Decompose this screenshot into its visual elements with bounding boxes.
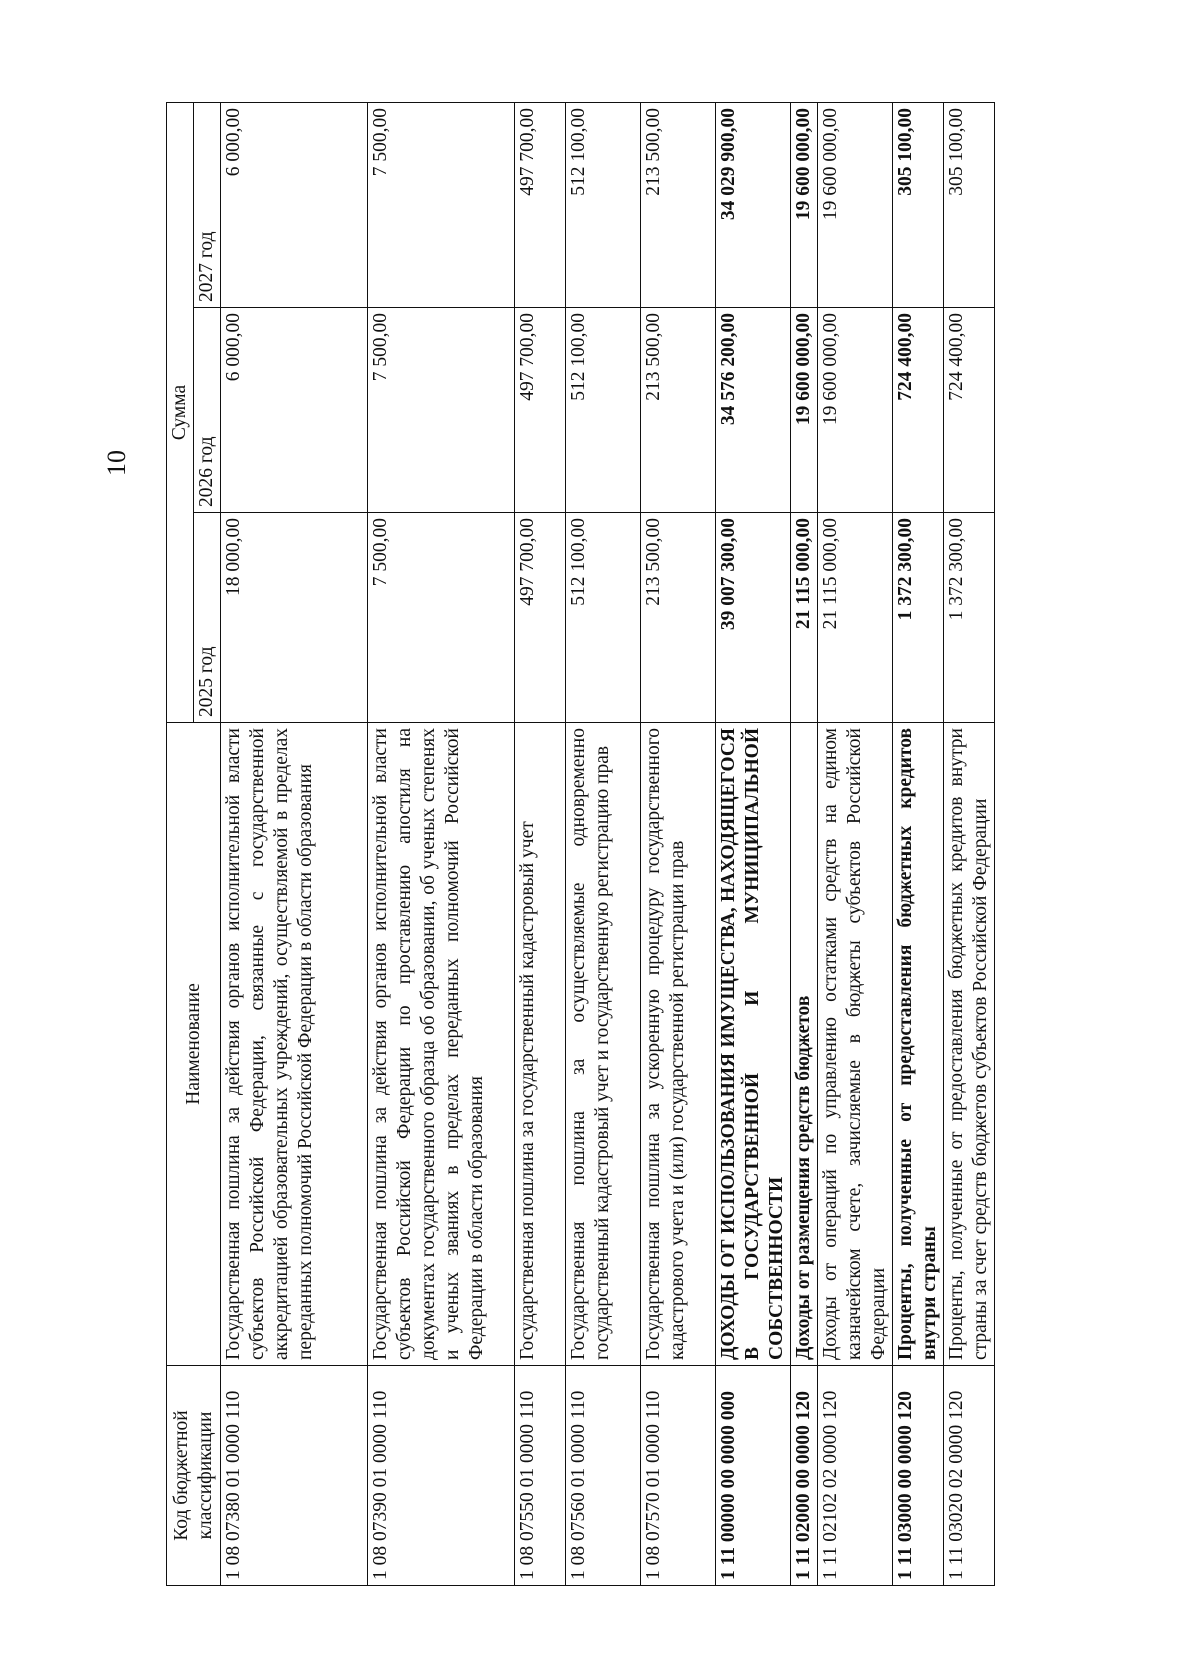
row-amount-2026: 497 700,00 [515, 308, 566, 513]
table-row [641, 102, 716, 1585]
row-code: 1 08 07380 01 0000 110 [221, 1366, 368, 1586]
row-amount-2025: 18 000,00 [221, 513, 368, 723]
row-amount-2026: 34 576 200,00 [716, 308, 791, 513]
row-code: 1 08 07560 01 0000 110 [566, 1366, 641, 1586]
table-row [818, 102, 893, 1585]
row-name: ДОХОДЫ ОТ ИСПОЛЬЗОВАНИЯ ИМУЩЕСТВА, НАХОДЯЩЕГОСЯ В ГОСУДАРСТВЕННОЙ И МУНИЦИПАЛЬНОЙ СОБСТВЕННОСТИ [716, 723, 791, 1366]
budget-table [166, 102, 995, 1586]
header-code: Код бюджетной классификации [167, 1366, 221, 1586]
row-name: Государственная пошлина за ускоренную процедуру государственного кадастрового учета и (или) государственной регистрации прав [641, 723, 716, 1366]
row-amount-2025: 497 700,00 [515, 513, 566, 723]
row-amount-2025: 213 500,00 [641, 513, 716, 723]
row-amount-2027: 7 500,00 [368, 102, 515, 307]
row-amount-2027: 512 100,00 [566, 102, 641, 307]
header-2027: 2027 год [194, 102, 221, 307]
table-row [893, 102, 944, 1585]
row-code: 1 11 02102 02 0000 120 [818, 1366, 893, 1586]
row-code: 1 08 07570 01 0000 110 [641, 1366, 716, 1586]
table-row [221, 102, 368, 1585]
row-code: 1 08 07550 01 0000 110 [515, 1366, 566, 1586]
header-2025: 2025 год [194, 513, 221, 723]
header-sum: Сумма [167, 102, 194, 722]
header-name: Наименование [167, 723, 221, 1366]
row-code: 1 11 03020 02 0000 120 [944, 1366, 995, 1586]
row-amount-2026: 724 400,00 [893, 308, 944, 513]
table-row [791, 102, 818, 1585]
row-amount-2025: 512 100,00 [566, 513, 641, 723]
row-amount-2026: 19 600 000,00 [818, 308, 893, 513]
row-amount-2027: 34 029 900,00 [716, 102, 791, 307]
row-name: Государственная пошлина за действия органов исполнительной власти субъектов Российской Федерации по проставлению апостиля на документах государственного образца об образовании, об ученых степенях и ученых званиях в пределах переданных полномочий Российской Федерации в области образования [368, 723, 515, 1366]
row-amount-2027: 305 100,00 [944, 102, 995, 307]
row-name: Доходы от операций по управлению остатками средств на едином казначейском счете, зачисляемые в бюджеты субъектов Российской Федерации [818, 723, 893, 1366]
row-code: 1 11 03000 00 0000 120 [893, 1366, 944, 1586]
row-amount-2027: 19 600 000,00 [818, 102, 893, 307]
row-amount-2026: 19 600 000,00 [791, 308, 818, 513]
rotated-table-container [166, 103, 1066, 1586]
row-name: Доходы от размещения средств бюджетов [791, 723, 818, 1366]
row-amount-2025: 1 372 300,00 [893, 513, 944, 723]
page-number: 10 [102, 450, 131, 476]
row-amount-2025: 21 115 000,00 [818, 513, 893, 723]
row-code: 1 11 02000 00 0000 120 [791, 1366, 818, 1586]
row-amount-2025: 21 115 000,00 [791, 513, 818, 723]
table-row [716, 102, 791, 1585]
row-name: Государственная пошлина за осуществляемые одновременно государственный кадастровый учет и государственную регистрацию прав [566, 723, 641, 1366]
row-amount-2027: 497 700,00 [515, 102, 566, 307]
row-amount-2027: 305 100,00 [893, 102, 944, 307]
row-amount-2025: 7 500,00 [368, 513, 515, 723]
row-name: Государственная пошлина за государственный кадастровый учет [515, 723, 566, 1366]
table-row [566, 102, 641, 1585]
row-amount-2027: 213 500,00 [641, 102, 716, 307]
row-amount-2026: 213 500,00 [641, 308, 716, 513]
row-amount-2026: 6 000,00 [221, 308, 368, 513]
table-row [944, 102, 995, 1585]
row-amount-2026: 7 500,00 [368, 308, 515, 513]
row-amount-2026: 512 100,00 [566, 308, 641, 513]
table-row [515, 102, 566, 1585]
row-amount-2027: 6 000,00 [221, 102, 368, 307]
row-amount-2026: 724 400,00 [944, 308, 995, 513]
row-amount-2025: 1 372 300,00 [944, 513, 995, 723]
row-amount-2027: 19 600 000,00 [791, 102, 818, 307]
row-name: Проценты, полученные от предоставления бюджетных кредитов внутри страны [893, 723, 944, 1366]
row-amount-2025: 39 007 300,00 [716, 513, 791, 723]
row-name: Государственная пошлина за действия органов исполнительной власти субъектов Российской Федерации, связанные с государственной аккредитацией образовательных учреждений, осуществляемой в пределах переданных полномочий Российской Федерации в области образования [221, 723, 368, 1366]
header-2026: 2026 год [194, 308, 221, 513]
row-code: 1 11 00000 00 0000 000 [716, 1366, 791, 1586]
row-name: Проценты, полученные от предоставления бюджетных кредитов внутри страны за счет средств бюджетов субъектов Российской Федерации [944, 723, 995, 1366]
table-row [368, 102, 515, 1585]
row-code: 1 08 07390 01 0000 110 [368, 1366, 515, 1586]
